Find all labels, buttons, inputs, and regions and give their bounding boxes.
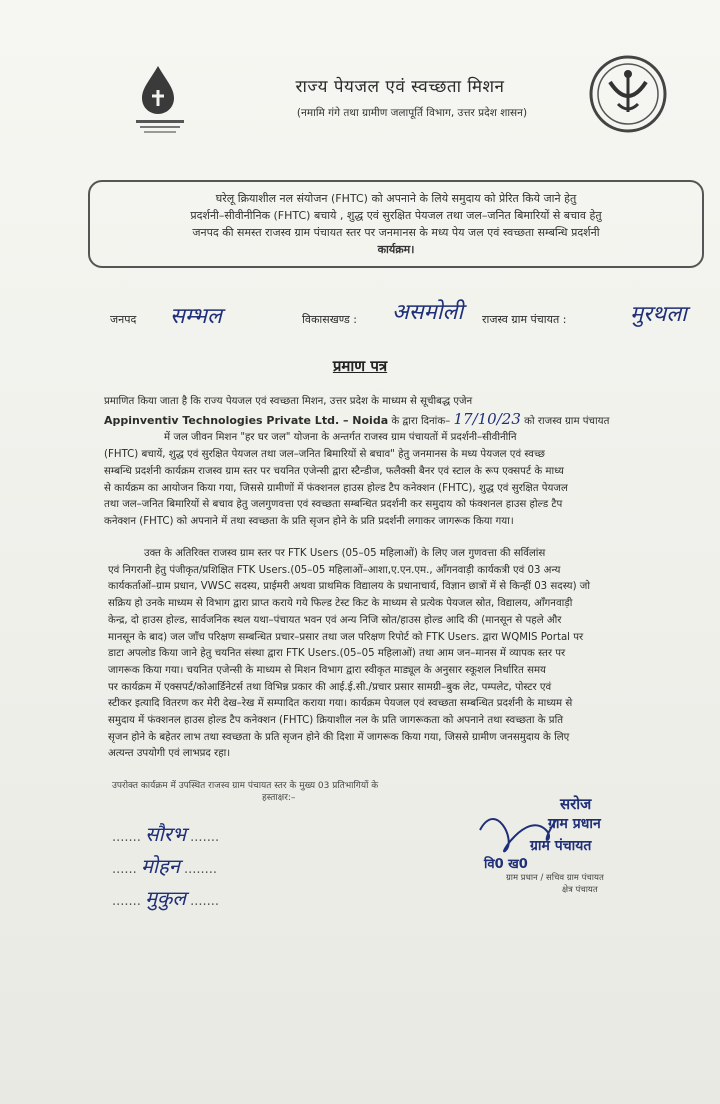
para1-text: को राजस्व ग्राम पंचायत <box>524 415 610 427</box>
signature-2: ...... मोहन ........ <box>112 854 218 878</box>
para1-line: सम्बन्धि प्रदर्शनी कार्यक्रम राजस्व ग्राम स्तर पर चयनित एजेन्सी द्वारा स्टैन्डीज, फलैक्सी बैनर एवं स्टाल के रूप एक्सपर्ट के माध्य <box>104 465 564 477</box>
mission-subtitle: (नमामि गंगे तथा ग्रामीण जलापूर्ति विभाग, उत्तर प्रदेश शासन) <box>296 107 528 119</box>
signature-1: ....... सौरभ ....... <box>112 822 220 846</box>
para2-line: पर कार्यक्रम में एक्सपर्ट/कोआर्डिनेटर्स तथा विभिन्न प्रकार की आई.ई.सी./प्रचार प्रसार सामग्री–बुक लेट, पम्पलेट, पोस्टर एवं <box>108 681 552 693</box>
para2-line: एवं निगरानी हेतु पंजीकृत/प्रशिक्षित FTK Users.(05–05 महिलाओं–आशा,ए.एन.एम., आँगनवाड़ी कार्यकत्री एवं 03 अन्य <box>108 564 561 576</box>
para2-line: सृजन होने के बहेतर लाभ तथा स्वच्छता के प्रति सृजन होने की दिशा में जागरूक किया गया, जिससे ग्रामीण जनसमुदाय के लिए <box>108 731 570 743</box>
para1-line: से कार्यक्रम का आयोजन किया गया, जिससे ग्रामीणों में फंक्शनल हाउस होल्ड टैप कनेक्शन (FHTC), शुद्ध एवं सुरक्षित पेयजल <box>104 482 568 494</box>
para1-text: के द्वारा दिनांक– <box>391 415 451 427</box>
para1-line: में जल जीवन मिशन "हर घर जल" योजना के अन्तर्गत राजस्व ग्राम पंचायतों में प्रदर्शनी–सीवीनीनि <box>164 432 517 444</box>
subject-box <box>88 180 704 268</box>
janpad-label: जनपद <box>110 313 137 326</box>
panchayat-value: मुरथला <box>630 302 687 327</box>
vikaskhand-label: विकासखण्ड : <box>302 313 358 326</box>
para2-line: उक्त के अतिरिक्त राजस्व ग्राम स्तर पर FTK Users (05–05 महिलाओं) के लिए जल गुणवत्ता की सर्विलांस <box>144 548 546 559</box>
para1-line: तथा जल–जनित बिमारियों से बचाव हेतु जलगुणवत्ता एवं स्वच्छता सम्बन्धित प्रदर्शनी कर समुदाय को फंक्शनल हाउस होल्ड टैप <box>104 499 563 511</box>
paragraph-2 <box>108 546 708 763</box>
para2-line: डाटा अपलोड किया जाने हेतु चयनित संस्था द्वारा FTK Users.(05–05 महिलाओं) तथा आम जन–मानस में व्यापक स्तर पर <box>108 648 566 660</box>
para2-line: स्टीकर इत्यादि वितरण कर मेरी देख–रेख में सम्पादित कराया गया। कार्यक्रम पेयजल एवं स्वच्छता सम्बन्धित प्रदर्शनी के माध्यम से <box>108 698 573 710</box>
pradhan-name: सरोज <box>560 795 592 813</box>
location-fields <box>110 300 710 336</box>
stamp-caption: ग्राम प्रधान / सचिव ग्राम पंचायत <box>506 873 604 883</box>
para2-line: जागरूक किया गया। चयनित एजेन्सी के माध्यम से मिशन विभाग द्वारा स्वीकृत माड्यूल के अनुसार स्कूशल निर्धारित समय <box>108 664 546 676</box>
stamp-block: वि0 ख0 <box>484 857 528 872</box>
para2-line: कार्यकर्ताओं–ग्राम प्रधान, VWSC सदस्य, प्राईमरी अथवा प्राथमिक विद्यालय के प्रधानाचार्य, विज्ञान छात्रों में से किन्हीं 03 सदस्य) जो <box>108 581 590 593</box>
panchayat-label: राजस्व ग्राम पंचायत : <box>482 313 567 326</box>
stamp-designation: ग्राम प्रधान <box>548 816 601 832</box>
paragraph-1 <box>104 394 708 531</box>
agency-name: Appinventiv Technologies Private Ltd. – Noida <box>104 413 389 427</box>
subject-line-3: जनपद की समस्त राजस्व ग्राम पंचायत स्तर पर जनमानस के मध्य पेय जल एवं स्वच्छता सम्बन्धि प्रदर्शनी <box>192 226 600 239</box>
subject-line-1: घरेलू क्रियाशील नल संयोजन (FHTC) को अपनाने के लिये समुदाय को प्रेरित किये जाने हेतु <box>215 192 577 205</box>
signature-1-text: सौरभ <box>145 822 187 846</box>
signature-3: ....... मुकुल ....... <box>112 886 220 910</box>
up-govt-emblem-icon <box>588 54 668 134</box>
stamp-caption-2: क्षेत्र पंचायत <box>562 885 598 895</box>
para2-line: सक्रिय हो उनके माध्यम से विभाग द्वारा प्राप्त कराये गये फिल्ड टेस्ट किट के माध्यम से प्रत्येक पेयजल स्रोत, विद्यालय, आँगनवाड़ी <box>108 598 573 610</box>
para1-line: प्रमाणित किया जाता है कि राज्य पेयजल एवं स्वच्छता मिशन, उत्तर प्रदेश के माध्यम से सूचीबद्ध एजेन <box>104 396 473 407</box>
jal-mission-logo-icon <box>128 60 192 138</box>
para2-line: अत्यन्त उपयोगी एवं लाभप्रद रहा। <box>108 748 231 760</box>
signature-3-text: मुकुल <box>145 886 186 910</box>
signature-intro <box>112 780 492 804</box>
para1-line: कनेक्शन (FHTC) को अपनाने में तथा स्वच्छता के प्रति सृजन होने के प्रति प्रदर्शनी लगाकर जागरूक किया गया। <box>104 515 514 527</box>
para2-line: मानसून के बाद) जल जाँच परिक्षण सम्बन्धित प्रचार–प्रसार तथा जल परिक्षण रिपोर्ट को FTK Users. द्वारा WQMIS Portal पर <box>108 631 584 643</box>
para2-line: समुदाय में फंक्शनल हाउस होल्ड टैप कनेक्शन (FHTC) क्रियाशील नल के प्रति जागरूकता को अपनाने तथा स्वच्छता के प्रति <box>108 715 564 727</box>
program-date: 17/10/23 <box>453 409 521 428</box>
janpad-value: सम्भल <box>170 304 222 329</box>
certificate-title: प्रमाण पत्र <box>332 357 388 375</box>
subject-line-4: कार्यक्रम। <box>377 243 415 256</box>
subject-line-2: प्रदर्शनी–सीवीनीनिक (FHTC) बचाये , शुद्ध एवं सुरक्षित पेयजल तथा जल–जनित बिमारियों से बचाव हेतु <box>190 209 602 222</box>
signature-2-text: मोहन <box>140 854 180 878</box>
para2-line: केन्द्र, दो हाउस होल्ड, सार्वजनिक स्थल यथा–पंचायत भवन एवं अन्य निजि स्रोत/हाउस होल्ड आदि की (मानसून से पहले और <box>108 614 562 626</box>
stamp-panchayat: ग्राम पंचायत <box>530 838 592 854</box>
para1-line: (FHTC) बचायें, शुद्ध एवं सुरक्षित पेयजल तथा जल–जनित बिमारियों से बचाव" हेतु जनमानस के मध्य पेयजल एवं स्वच्छ <box>104 449 545 461</box>
signature-intro-line: हस्ताक्षर:– <box>262 793 296 803</box>
vikaskhand-value: असमोली <box>392 300 464 325</box>
para1-line <box>104 411 708 431</box>
mission-title: राज्य पेयजल एवं स्वच्छता मिशन <box>295 77 505 97</box>
signature-intro-line: उपरोक्त कार्यक्रम में उपस्थित राजस्व ग्राम पंचायत स्तर के मुख्य 03 प्रतिभागियों के <box>112 781 379 791</box>
